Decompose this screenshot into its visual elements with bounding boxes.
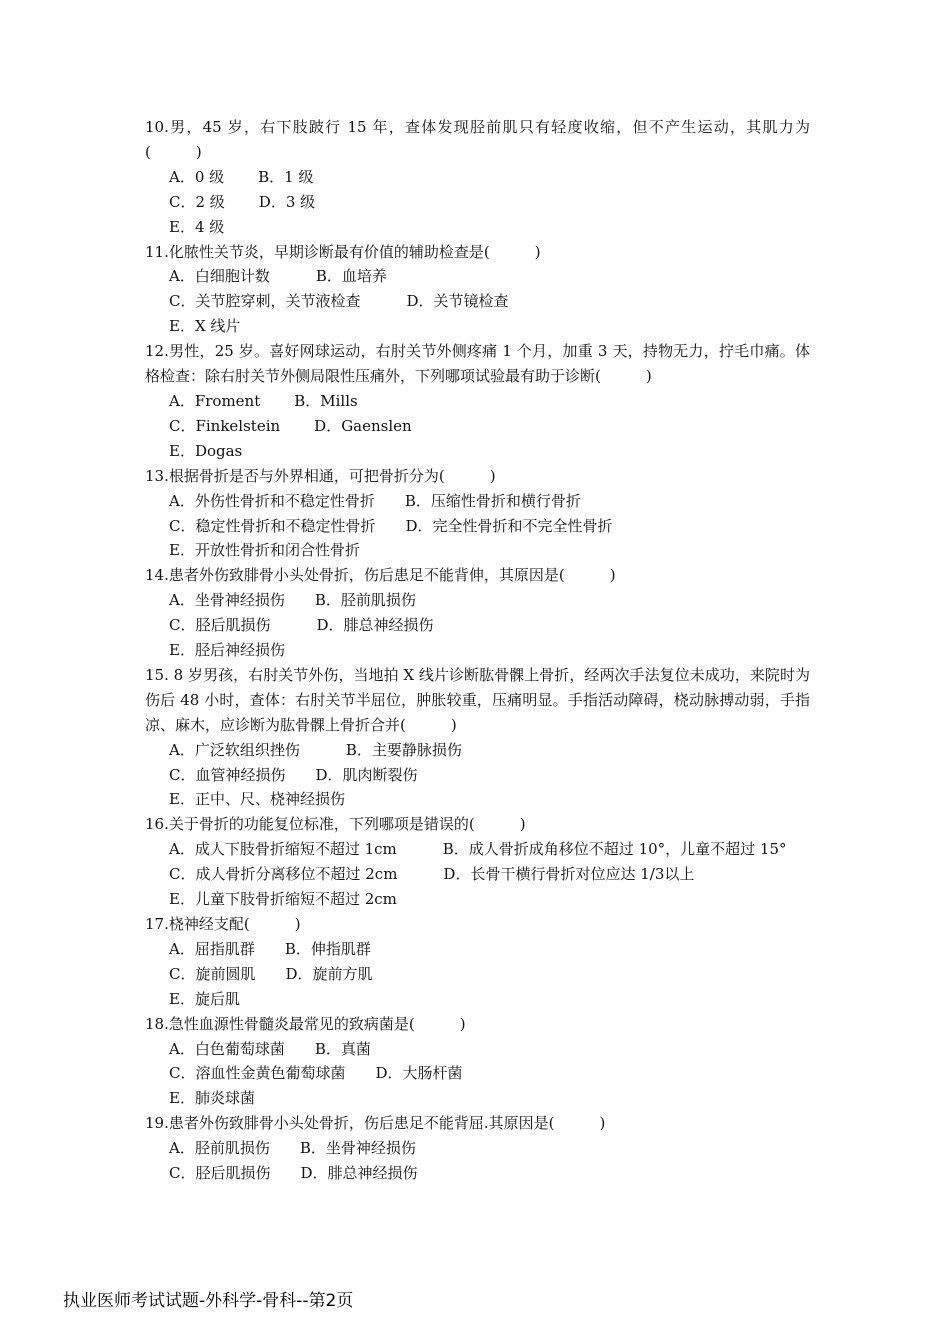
option-c: C．血管神经损伤 — [169, 765, 286, 784]
option-d: D．肌肉断裂伤 — [315, 765, 418, 784]
option-e: E．胫后神经损伤 — [169, 641, 285, 660]
option-a: A．白色葡萄球菌 — [169, 1039, 285, 1058]
option-row — [145, 837, 810, 862]
question-17 — [145, 912, 810, 1012]
question-stem: 15. 8 岁男孩，右肘关节外伤，当地拍 X 线片诊断肱骨髁上骨折，经两次手法复位未成功，来院时为伤后 48 小时，查体：右肘关节半屈位，肿胀较重，压痛明显。手指活动障碍，桡动脉搏动弱，手指凉、麻木，应诊断为肱骨髁上骨折合并( ) — [145, 665, 810, 734]
option-a: A．白细胞计数 — [169, 267, 270, 286]
question-16 — [145, 812, 810, 912]
question-stem: 19.患者外伤致腓骨小头处骨折，伤后患足不能背屈.其原因是( ) — [145, 1114, 606, 1133]
option-row — [145, 862, 810, 887]
option-e: E．旋后肌 — [169, 989, 240, 1008]
option-c: C．2 级 — [169, 192, 225, 211]
option-row — [145, 1136, 810, 1161]
option-c: C．胫后肌损伤 — [169, 1164, 271, 1183]
option-row — [145, 1037, 810, 1062]
option-d: D．腓总神经损伤 — [316, 616, 434, 635]
question-11 — [145, 240, 810, 340]
option-c: C．溶血性金黄色葡萄球菌 — [169, 1064, 346, 1083]
option-d: D．关节镜检查 — [406, 292, 509, 311]
option-row — [145, 439, 810, 464]
option-row — [145, 1086, 810, 1111]
option-row — [145, 763, 810, 788]
question-15 — [145, 663, 810, 812]
option-d: D．长骨干横行骨折对位应达 1/3以上 — [443, 865, 695, 884]
option-e: E．正中、尺、桡神经损伤 — [169, 790, 345, 809]
option-d: D．3 级 — [258, 192, 316, 211]
option-c: C．成人骨折分离移位不超过 2cm — [169, 865, 398, 884]
option-c: C．Finkelstein — [169, 416, 281, 435]
option-row — [145, 1061, 810, 1086]
question-stem: 13.根据骨折是否与外界相通，可把骨折分为( ) — [145, 466, 496, 485]
question-18 — [145, 1012, 810, 1112]
option-row — [145, 787, 810, 812]
option-b: B．坐骨神经损伤 — [299, 1139, 416, 1158]
option-e: E．儿童下肢骨折缩短不超过 2cm — [169, 890, 397, 909]
option-e: E．X 线片 — [169, 317, 241, 336]
option-row — [145, 215, 810, 240]
question-stem: 18.急性血源性骨髓炎最常见的致病菌是( ) — [145, 1014, 466, 1033]
option-a: A．外伤性骨折和不稳定性骨折 — [169, 491, 375, 510]
option-b: B．主要静脉损伤 — [345, 740, 462, 759]
option-b: B．真菌 — [314, 1039, 371, 1058]
option-row — [145, 538, 810, 563]
option-b: B．1 级 — [258, 167, 314, 186]
option-row — [145, 489, 810, 514]
question-19 — [145, 1111, 810, 1186]
option-row — [145, 514, 810, 539]
question-10 — [145, 115, 810, 240]
option-row — [145, 937, 810, 962]
question-stem: 11.化脓性关节炎，早期诊断最有价值的辅助检查是( ) — [145, 242, 541, 261]
question-stem: 14.患者外伤致腓骨小头处骨折，伤后患足不能背伸，其原因是( ) — [145, 566, 616, 585]
option-a: A．成人下肢骨折缩短不超过 1cm — [169, 840, 397, 859]
option-d: D．旋前方肌 — [285, 964, 373, 983]
option-c: C．关节腔穿刺，关节液检查 — [169, 292, 361, 311]
option-c: C．旋前圆肌 — [169, 964, 256, 983]
option-a: A．坐骨神经损伤 — [169, 591, 285, 610]
option-row — [145, 314, 810, 339]
option-c: C．胫后肌损伤 — [169, 616, 271, 635]
question-stem: 12.男性，25 岁。喜好网球运动，右肘关节外侧疼痛 1 个月，加重 3 天，持物无力，拧毛巾痛。体格检查：除右肘关节外侧局限性压痛外，下列哪项试验最有助于诊断( ) — [145, 342, 810, 386]
question-list — [145, 115, 810, 1186]
option-b: B．Mills — [294, 391, 358, 410]
option-c: C．稳定性骨折和不稳定性骨折 — [169, 516, 376, 535]
option-e: E．肺炎球菌 — [169, 1089, 255, 1108]
option-d: D．腓总神经损伤 — [300, 1164, 418, 1183]
option-row — [145, 264, 810, 289]
option-row — [145, 638, 810, 663]
option-row — [145, 738, 810, 763]
option-row — [145, 613, 810, 638]
option-b: B．成人骨折成角移位不超过 10°，儿童不超过 15° — [442, 840, 787, 859]
option-row — [145, 414, 810, 439]
option-row — [145, 987, 810, 1012]
option-row — [145, 389, 810, 414]
option-row — [145, 165, 810, 190]
question-stem: 17.桡神经支配( ) — [145, 915, 301, 933]
option-b: B．压缩性骨折和横行骨折 — [404, 491, 581, 510]
question-14 — [145, 563, 810, 663]
option-a: A．胫前肌损伤 — [169, 1139, 270, 1158]
option-b: B．血培养 — [315, 267, 387, 286]
question-stem: 10.男，45 岁，右下肢跛行 15 年，查体发现胫前肌只有轻度收缩，但不产生运动，其肌力为( ) — [145, 118, 810, 161]
option-row — [145, 588, 810, 613]
option-e: E．开放性骨折和闭合性骨折 — [169, 541, 360, 560]
option-row — [145, 190, 810, 215]
option-row — [145, 289, 810, 314]
question-12 — [145, 339, 810, 464]
option-b: B．胫前肌损伤 — [314, 591, 416, 610]
option-e: E．Dogas — [169, 441, 243, 460]
option-row — [145, 887, 810, 912]
option-d: D．大肠杆菌 — [375, 1064, 463, 1083]
option-e: E．4 级 — [169, 217, 225, 236]
option-row — [145, 962, 810, 987]
question-stem: 16.关于骨折的功能复位标准，下列哪项是错误的( ) — [145, 815, 526, 834]
option-b: B．伸指肌群 — [284, 939, 371, 958]
option-a: A．0 级 — [169, 167, 225, 186]
page-footer: 执业医师考试试题-外科学-骨科--第2页 — [63, 1291, 354, 1311]
option-a: A．屈指肌群 — [169, 939, 255, 958]
option-a: A．Froment — [169, 391, 261, 410]
option-d: D．Gaenslen — [314, 416, 412, 435]
question-13 — [145, 464, 810, 564]
option-d: D．完全性骨折和不完全性骨折 — [405, 516, 613, 535]
option-a: A．广泛软组织挫伤 — [169, 740, 300, 759]
option-row — [145, 1161, 810, 1186]
